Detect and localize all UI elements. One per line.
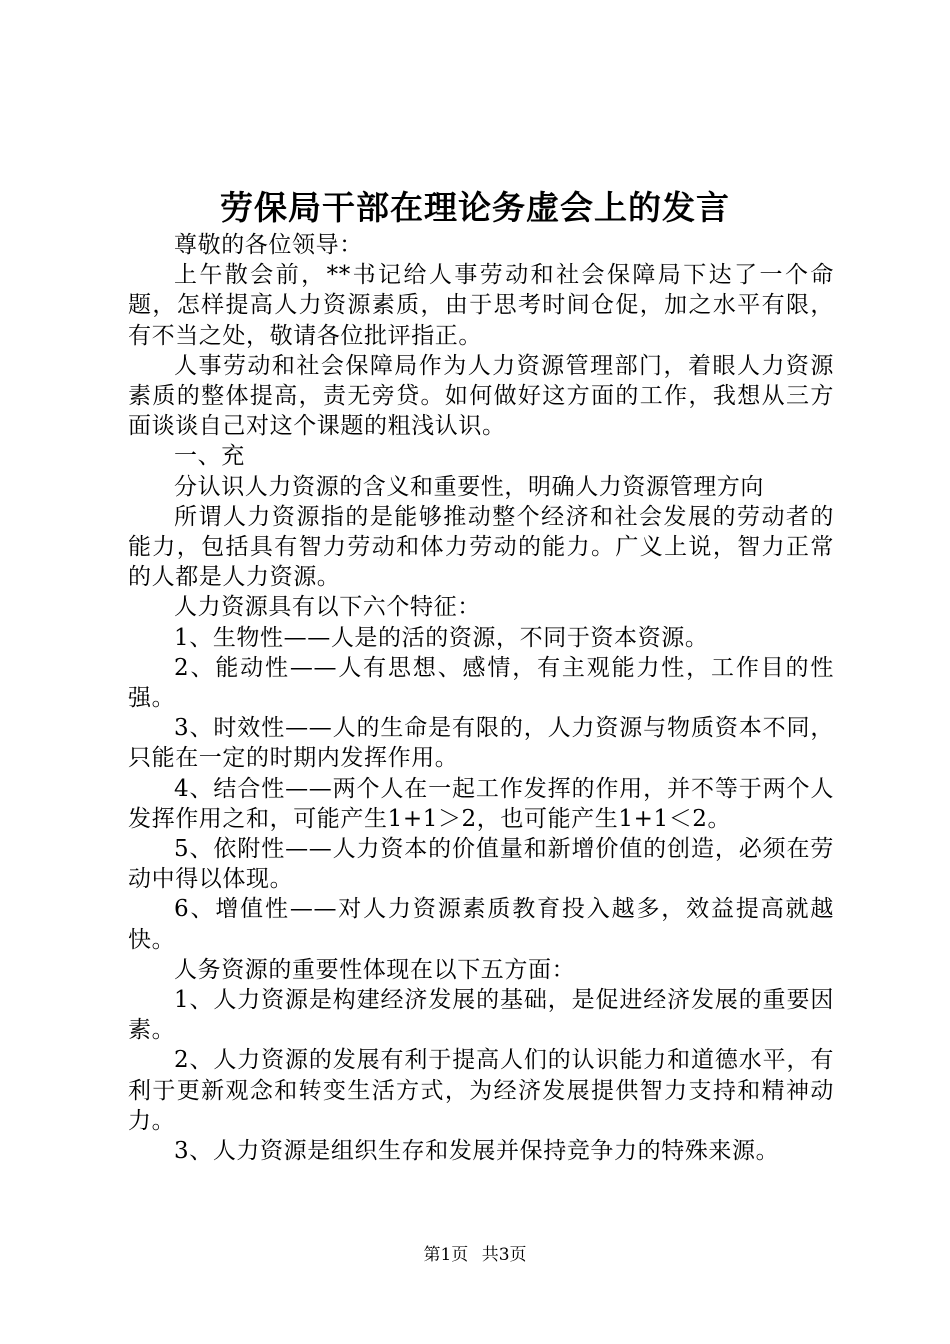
paragraph: 分认识人力资源的含义和重要性，明确人力资源管理方向 — [174, 473, 764, 500]
page-number: 第1页 — [423, 1245, 469, 1265]
list-item: 5、依附性——人力资本的价值量和新增价值的创造，必须在劳动中得以体现。 — [128, 836, 834, 893]
list-item: 4、结合性——两个人在一起工作发挥的作用，并不等于两个人发挥作用之和，可能产生1+1＞2，也可能产生1+1＜2。 — [128, 775, 834, 832]
list-item: 1、生物性——人是的活的资源，不同于资本资源。 — [174, 624, 709, 651]
page-total: 共3页 — [481, 1245, 527, 1265]
paragraph: 上午散会前，**书记给人事劳动和社会保障局下达了一个命题，怎样提高人力资源素质，由于思考时间仓促，加之水平有限，有不当之处，敬请各位批评指正。 — [128, 262, 834, 349]
document-title: 劳保局干部在理论务虚会上的发言 — [220, 188, 730, 227]
list-item: 3、人力资源是组织生存和发展并保持竞争力的特殊来源。 — [174, 1138, 780, 1165]
list-item: 6、增值性——对人力资源素质教育投入越多，效益提高就越快。 — [128, 896, 834, 953]
section-heading: 一、充 — [174, 443, 245, 470]
document-body — [128, 230, 834, 1166]
list-item: 3、时效性——人的生命是有限的，人力资源与物质资本不同，只能在一定的时期内发挥作用。 — [128, 715, 834, 772]
list-item: 1、人力资源是构建经济发展的基础，是促进经济发展的重要因素。 — [128, 987, 834, 1044]
paragraph-salutation: 尊敬的各位领导： — [174, 232, 363, 258]
paragraph: 人力资源具有以下六个特征： — [174, 594, 481, 621]
paragraph: 人事劳动和社会保障局作为人力资源管理部门，着眼人力资源素质的整体提高，责无旁贷。如何做好这方面的工作，我想从三方面谈谈自己对这个课题的粗浅认识。 — [128, 352, 834, 440]
paragraph: 所谓人力资源指的是能够推动整个经济和社会发展的劳动者的能力，包括具有智力劳动和体力劳动的能力。广义上说，智力正常的人都是人力资源。 — [128, 503, 834, 591]
page-footer — [0, 1243, 950, 1267]
list-item: 2、能动性——人有思想、感情，有主观能力性，工作目的性强。 — [128, 654, 834, 712]
list-item: 2、人力资源的发展有利于提高人们的认识能力和道德水平，有利于更新观念和转变生活方式，为经济发展提供智力支持和精神动力。 — [128, 1047, 834, 1134]
paragraph: 人务资源的重要性体现在以下五方面： — [174, 956, 576, 983]
